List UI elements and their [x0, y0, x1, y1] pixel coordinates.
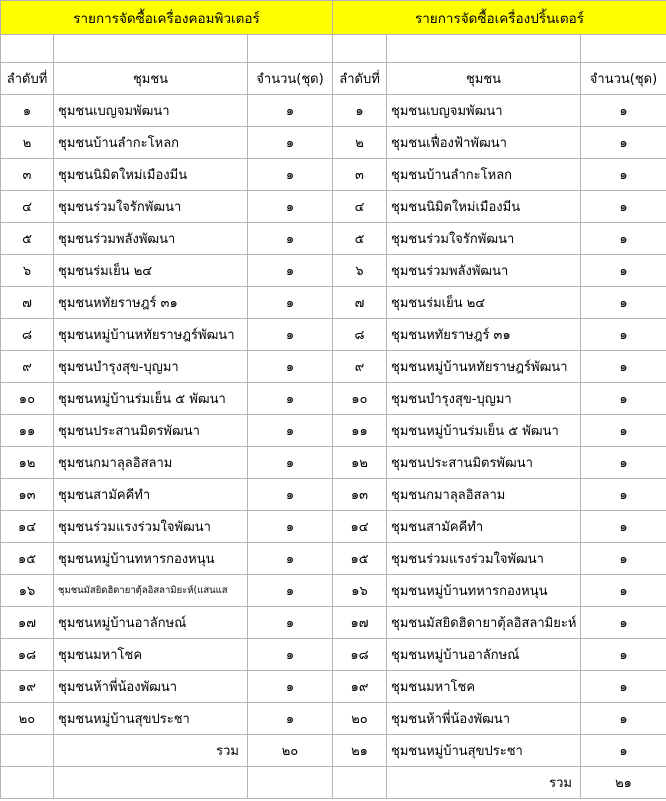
- right-qty-cell[interactable]: ๑: [581, 607, 666, 639]
- right-community-cell[interactable]: ชุมชนหทัยราษฎร์ ๓๑: [387, 319, 581, 351]
- left-community-cell[interactable]: ชุมชนเบญจมพัฒนา: [54, 95, 248, 127]
- table-row: [1, 95, 666, 127]
- left-community-cell[interactable]: ชุมชนหมู่บ้านอาลักษณ์: [54, 607, 248, 639]
- right-seq-cell[interactable]: ๑๖: [333, 575, 387, 607]
- left-qty-cell[interactable]: ๑: [248, 191, 333, 223]
- empty-cell[interactable]: [333, 767, 387, 799]
- left-community-cell[interactable]: ชุมชนหทัยราษฎร์ ๓๑: [54, 287, 248, 319]
- right-qty-cell[interactable]: ๑: [581, 287, 666, 319]
- left-total-label[interactable]: รวม: [54, 735, 248, 767]
- left-community-cell[interactable]: ชุมชนกมาลุลอิสลาม: [54, 447, 248, 479]
- left-seq-cell[interactable]: ๙: [1, 351, 54, 383]
- blank-row: [1, 35, 666, 63]
- right-qty-cell[interactable]: ๑: [581, 735, 666, 767]
- right-qty-cell[interactable]: ๑: [581, 255, 666, 287]
- left-community-cell[interactable]: ชุมชนร่มเย็น ๒๔: [54, 255, 248, 287]
- right-seq-cell[interactable]: ๑๗: [333, 607, 387, 639]
- table-row: [1, 255, 666, 287]
- table-row: [1, 287, 666, 319]
- table-row: [1, 703, 666, 735]
- left-seq-cell[interactable]: ๑๐: [1, 383, 54, 415]
- right-seq-cell[interactable]: ๕: [333, 223, 387, 255]
- left-qty-cell[interactable]: ๑: [248, 415, 333, 447]
- right-total-value[interactable]: ๒๑: [581, 767, 666, 799]
- left-seq-cell[interactable]: ๕: [1, 223, 54, 255]
- table-row: [1, 543, 666, 575]
- left-seq-header[interactable]: ลำดับที่: [1, 63, 54, 95]
- left-community-cell[interactable]: ชุมชนห้าพี่น้องพัฒนา: [54, 671, 248, 703]
- left-community-cell[interactable]: ชุมชนหมู่บ้านสุขประชา: [54, 703, 248, 735]
- left-seq-cell[interactable]: ๓: [1, 159, 54, 191]
- right-community-cell[interactable]: ชุมชนร่มเย็น ๒๔: [387, 287, 581, 319]
- right-qty-cell[interactable]: ๑: [581, 543, 666, 575]
- right-seq-cell[interactable]: ๒: [333, 127, 387, 159]
- left-qty-header[interactable]: จำนวน(ชุด): [248, 63, 333, 95]
- right-qty-cell[interactable]: ๑: [581, 479, 666, 511]
- right-community-cell[interactable]: ชุมชนประสานมิตรพัฒนา: [387, 447, 581, 479]
- right-seq-cell[interactable]: ๓: [333, 159, 387, 191]
- table-row: [1, 159, 666, 191]
- right-seq-cell[interactable]: ๑๐: [333, 383, 387, 415]
- left-community-cell[interactable]: ชุมชนหมู่บ้านทหารกองหนุน: [54, 543, 248, 575]
- right-community-header[interactable]: ชุมชน: [387, 63, 581, 95]
- right-seq-cell[interactable]: ๑๑: [333, 415, 387, 447]
- right-qty-cell[interactable]: ๑: [581, 575, 666, 607]
- empty-cell[interactable]: [54, 35, 248, 63]
- left-community-cell[interactable]: ชุมชนสามัคคีทำ: [54, 479, 248, 511]
- right-seq-cell[interactable]: ๑๓: [333, 479, 387, 511]
- table-row: [1, 607, 666, 639]
- right-seq-cell[interactable]: ๒๐: [333, 703, 387, 735]
- right-qty-cell[interactable]: ๑: [581, 447, 666, 479]
- empty-cell[interactable]: [248, 35, 333, 63]
- right-community-cell[interactable]: ชุมชนหมู่บ้านอาลักษณ์: [387, 639, 581, 671]
- right-community-cell[interactable]: ชุมชนเฟื่องฟ้าพัฒนา: [387, 127, 581, 159]
- right-community-cell[interactable]: ชุมชนบ้านลำกะโหลก: [387, 159, 581, 191]
- sheet-body: [1, 1, 666, 799]
- left-qty-cell[interactable]: ๑: [248, 607, 333, 639]
- title-row: [1, 1, 666, 35]
- table-row: [1, 511, 666, 543]
- right-seq-cell[interactable]: ๔: [333, 191, 387, 223]
- left-seq-cell[interactable]: ๑๘: [1, 639, 54, 671]
- right-seq-cell[interactable]: ๑: [333, 95, 387, 127]
- left-qty-cell[interactable]: ๑: [248, 159, 333, 191]
- right-community-cell[interactable]: ชุมชนร่วมใจรักพัฒนา: [387, 223, 581, 255]
- empty-cell[interactable]: [333, 35, 387, 63]
- right-qty-cell[interactable]: ๑: [581, 191, 666, 223]
- right-community-cell[interactable]: ชุมชนมัสยิดฮิดายาตุ้ลอิสลามิยะห์: [387, 607, 581, 639]
- left-seq-cell[interactable]: ๔: [1, 191, 54, 223]
- right-qty-cell[interactable]: ๑: [581, 159, 666, 191]
- left-qty-cell[interactable]: ๑: [248, 703, 333, 735]
- table-row: [1, 415, 666, 447]
- right-community-cell[interactable]: ชุมชนมหาโชค: [387, 671, 581, 703]
- left-community-cell[interactable]: ชุมชนร่วมพลังพัฒนา: [54, 223, 248, 255]
- right-qty-cell[interactable]: ๑: [581, 127, 666, 159]
- left-community-header[interactable]: ชุมชน: [54, 63, 248, 95]
- right-seq-cell[interactable]: ๗: [333, 287, 387, 319]
- right-seq-cell[interactable]: ๙: [333, 351, 387, 383]
- left-community-cell[interactable]: ชุมชนหมู่บ้านหทัยราษฎร์พัฒนา: [54, 319, 248, 351]
- table-row: [1, 575, 666, 607]
- left-community-cell[interactable]: ชุมชนประสานมิตรพัฒนา: [54, 415, 248, 447]
- right-community-cell[interactable]: ชุมชนเบญจมพัฒนา: [387, 95, 581, 127]
- left-seq-cell[interactable]: ๑๔: [1, 511, 54, 543]
- table-row: [1, 671, 666, 703]
- left-seq-cell[interactable]: ๑๑: [1, 415, 54, 447]
- left-qty-cell[interactable]: ๑: [248, 319, 333, 351]
- left-seq-cell[interactable]: ๗: [1, 287, 54, 319]
- right-qty-cell[interactable]: ๑: [581, 639, 666, 671]
- empty-cell[interactable]: [248, 767, 333, 799]
- left-title[interactable]: รายการจัดซื้อเครื่องคอมพิวเตอร์: [1, 1, 333, 35]
- table-row: [1, 127, 666, 159]
- left-qty-cell[interactable]: ๑: [248, 575, 333, 607]
- right-seq-header[interactable]: ลำดับที่: [333, 63, 387, 95]
- right-community-cell[interactable]: ชุมชนสามัคคีทำ: [387, 511, 581, 543]
- right-community-cell[interactable]: ชุมชนหมู่บ้านทหารกองหนุน: [387, 575, 581, 607]
- left-qty-cell[interactable]: ๑: [248, 351, 333, 383]
- left-qty-cell[interactable]: ๑: [248, 479, 333, 511]
- right-seq-cell[interactable]: ๒๑: [333, 735, 387, 767]
- empty-cell[interactable]: [387, 35, 581, 63]
- left-seq-cell[interactable]: ๒๐: [1, 703, 54, 735]
- right-qty-cell[interactable]: ๑: [581, 511, 666, 543]
- right-qty-cell[interactable]: ๑: [581, 319, 666, 351]
- right-qty-cell[interactable]: ๑: [581, 415, 666, 447]
- left-seq-cell[interactable]: ๑๙: [1, 671, 54, 703]
- left-qty-cell[interactable]: ๑: [248, 255, 333, 287]
- table-row: [1, 319, 666, 351]
- table-row: [1, 223, 666, 255]
- left-seq-cell[interactable]: ๑๒: [1, 447, 54, 479]
- right-community-cell[interactable]: ชุมชนหมู่บ้านร่มเย็น ๕ พัฒนา: [387, 415, 581, 447]
- empty-cell[interactable]: [581, 35, 666, 63]
- left-community-cell[interactable]: ชุมชนหมู่บ้านร่มเย็น ๕ พัฒนา: [54, 383, 248, 415]
- right-community-cell[interactable]: ชุมชนหมู่บ้านหทัยราษฎร์พัฒนา: [387, 351, 581, 383]
- left-seq-cell[interactable]: ๑๗: [1, 607, 54, 639]
- right-community-cell[interactable]: ชุมชนบำรุงสุข-บุญมา: [387, 383, 581, 415]
- right-community-cell[interactable]: ชุมชนกมาลุลอิสลาม: [387, 479, 581, 511]
- left-seq-cell[interactable]: ๘: [1, 319, 54, 351]
- left-seq-cell[interactable]: ๑๓: [1, 479, 54, 511]
- empty-cell[interactable]: [54, 767, 248, 799]
- left-community-cell[interactable]: ชุมชนร่วมใจรักพัฒนา: [54, 191, 248, 223]
- right-qty-cell[interactable]: ๑: [581, 95, 666, 127]
- empty-cell[interactable]: [1, 767, 54, 799]
- left-qty-cell[interactable]: ๑: [248, 639, 333, 671]
- column-header-row: [1, 63, 666, 95]
- left-qty-cell[interactable]: ๑: [248, 671, 333, 703]
- empty-cell[interactable]: [1, 735, 54, 767]
- left-qty-cell[interactable]: ๑: [248, 511, 333, 543]
- left-seq-cell[interactable]: ๒: [1, 127, 54, 159]
- left-seq-cell[interactable]: ๖: [1, 255, 54, 287]
- right-seq-cell[interactable]: ๑๘: [333, 639, 387, 671]
- right-community-cell[interactable]: ชุมชนห้าพี่น้องพัฒนา: [387, 703, 581, 735]
- table-row: [1, 351, 666, 383]
- right-qty-cell[interactable]: ๑: [581, 351, 666, 383]
- right-seq-cell[interactable]: ๘: [333, 319, 387, 351]
- left-community-cell[interactable]: ชุมชนบำรุงสุข-บุญมา: [54, 351, 248, 383]
- table-row: [1, 191, 666, 223]
- left-qty-cell[interactable]: ๑: [248, 543, 333, 575]
- right-seq-cell[interactable]: ๑๕: [333, 543, 387, 575]
- right-total-label[interactable]: รวม: [387, 767, 581, 799]
- table-row: [1, 479, 666, 511]
- left-qty-cell[interactable]: ๑: [248, 223, 333, 255]
- left-seq-cell[interactable]: ๑๕: [1, 543, 54, 575]
- table-row: [1, 767, 666, 799]
- left-community-cell[interactable]: ชุมชนร่วมแรงร่วมใจพัฒนา: [54, 511, 248, 543]
- left-seq-cell[interactable]: ๑: [1, 95, 54, 127]
- left-qty-cell[interactable]: ๑: [248, 95, 333, 127]
- right-qty-cell[interactable]: ๑: [581, 703, 666, 735]
- right-community-cell[interactable]: ชุมชนร่วมพลังพัฒนา: [387, 255, 581, 287]
- left-community-cell[interactable]: ชุมชนมหาโชค: [54, 639, 248, 671]
- left-qty-cell[interactable]: ๑: [248, 447, 333, 479]
- right-qty-cell[interactable]: ๑: [581, 671, 666, 703]
- empty-cell[interactable]: [1, 35, 54, 63]
- right-seq-cell[interactable]: ๑๔: [333, 511, 387, 543]
- left-community-cell[interactable]: ชุมชนบ้านลำกะโหลก: [54, 127, 248, 159]
- left-community-cell[interactable]: ชุมชนมัสยิดฮิดายาตุ้ลอิสลามิยะห์(แสนแส: [54, 575, 248, 607]
- table-row: [1, 639, 666, 671]
- table-row: [1, 447, 666, 479]
- left-qty-cell[interactable]: ๑: [248, 383, 333, 415]
- right-community-cell[interactable]: ชุมชนนิมิตใหม่เมืองมีน: [387, 191, 581, 223]
- right-community-cell[interactable]: ชุมชนหมู่บ้านสุขประชา: [387, 735, 581, 767]
- right-qty-cell[interactable]: ๑: [581, 383, 666, 415]
- left-community-cell[interactable]: ชุมชนนิมิตใหม่เมืองมีน: [54, 159, 248, 191]
- left-seq-cell[interactable]: ๑๖: [1, 575, 54, 607]
- right-qty-header[interactable]: จำนวน(ชุด): [581, 63, 666, 95]
- right-title[interactable]: รายการจัดซื้อเครื่องปริ้นเตอร์: [333, 1, 666, 35]
- left-qty-cell[interactable]: ๑: [248, 127, 333, 159]
- left-qty-cell[interactable]: ๑: [248, 287, 333, 319]
- left-total-value[interactable]: ๒๐: [248, 735, 333, 767]
- table-row: [1, 383, 666, 415]
- table-row: [1, 735, 666, 767]
- right-qty-cell[interactable]: ๑: [581, 223, 666, 255]
- right-seq-cell[interactable]: ๖: [333, 255, 387, 287]
- right-community-cell[interactable]: ชุมชนร่วมแรงร่วมใจพัฒนา: [387, 543, 581, 575]
- right-seq-cell[interactable]: ๑๒: [333, 447, 387, 479]
- right-seq-cell[interactable]: ๑๙: [333, 671, 387, 703]
